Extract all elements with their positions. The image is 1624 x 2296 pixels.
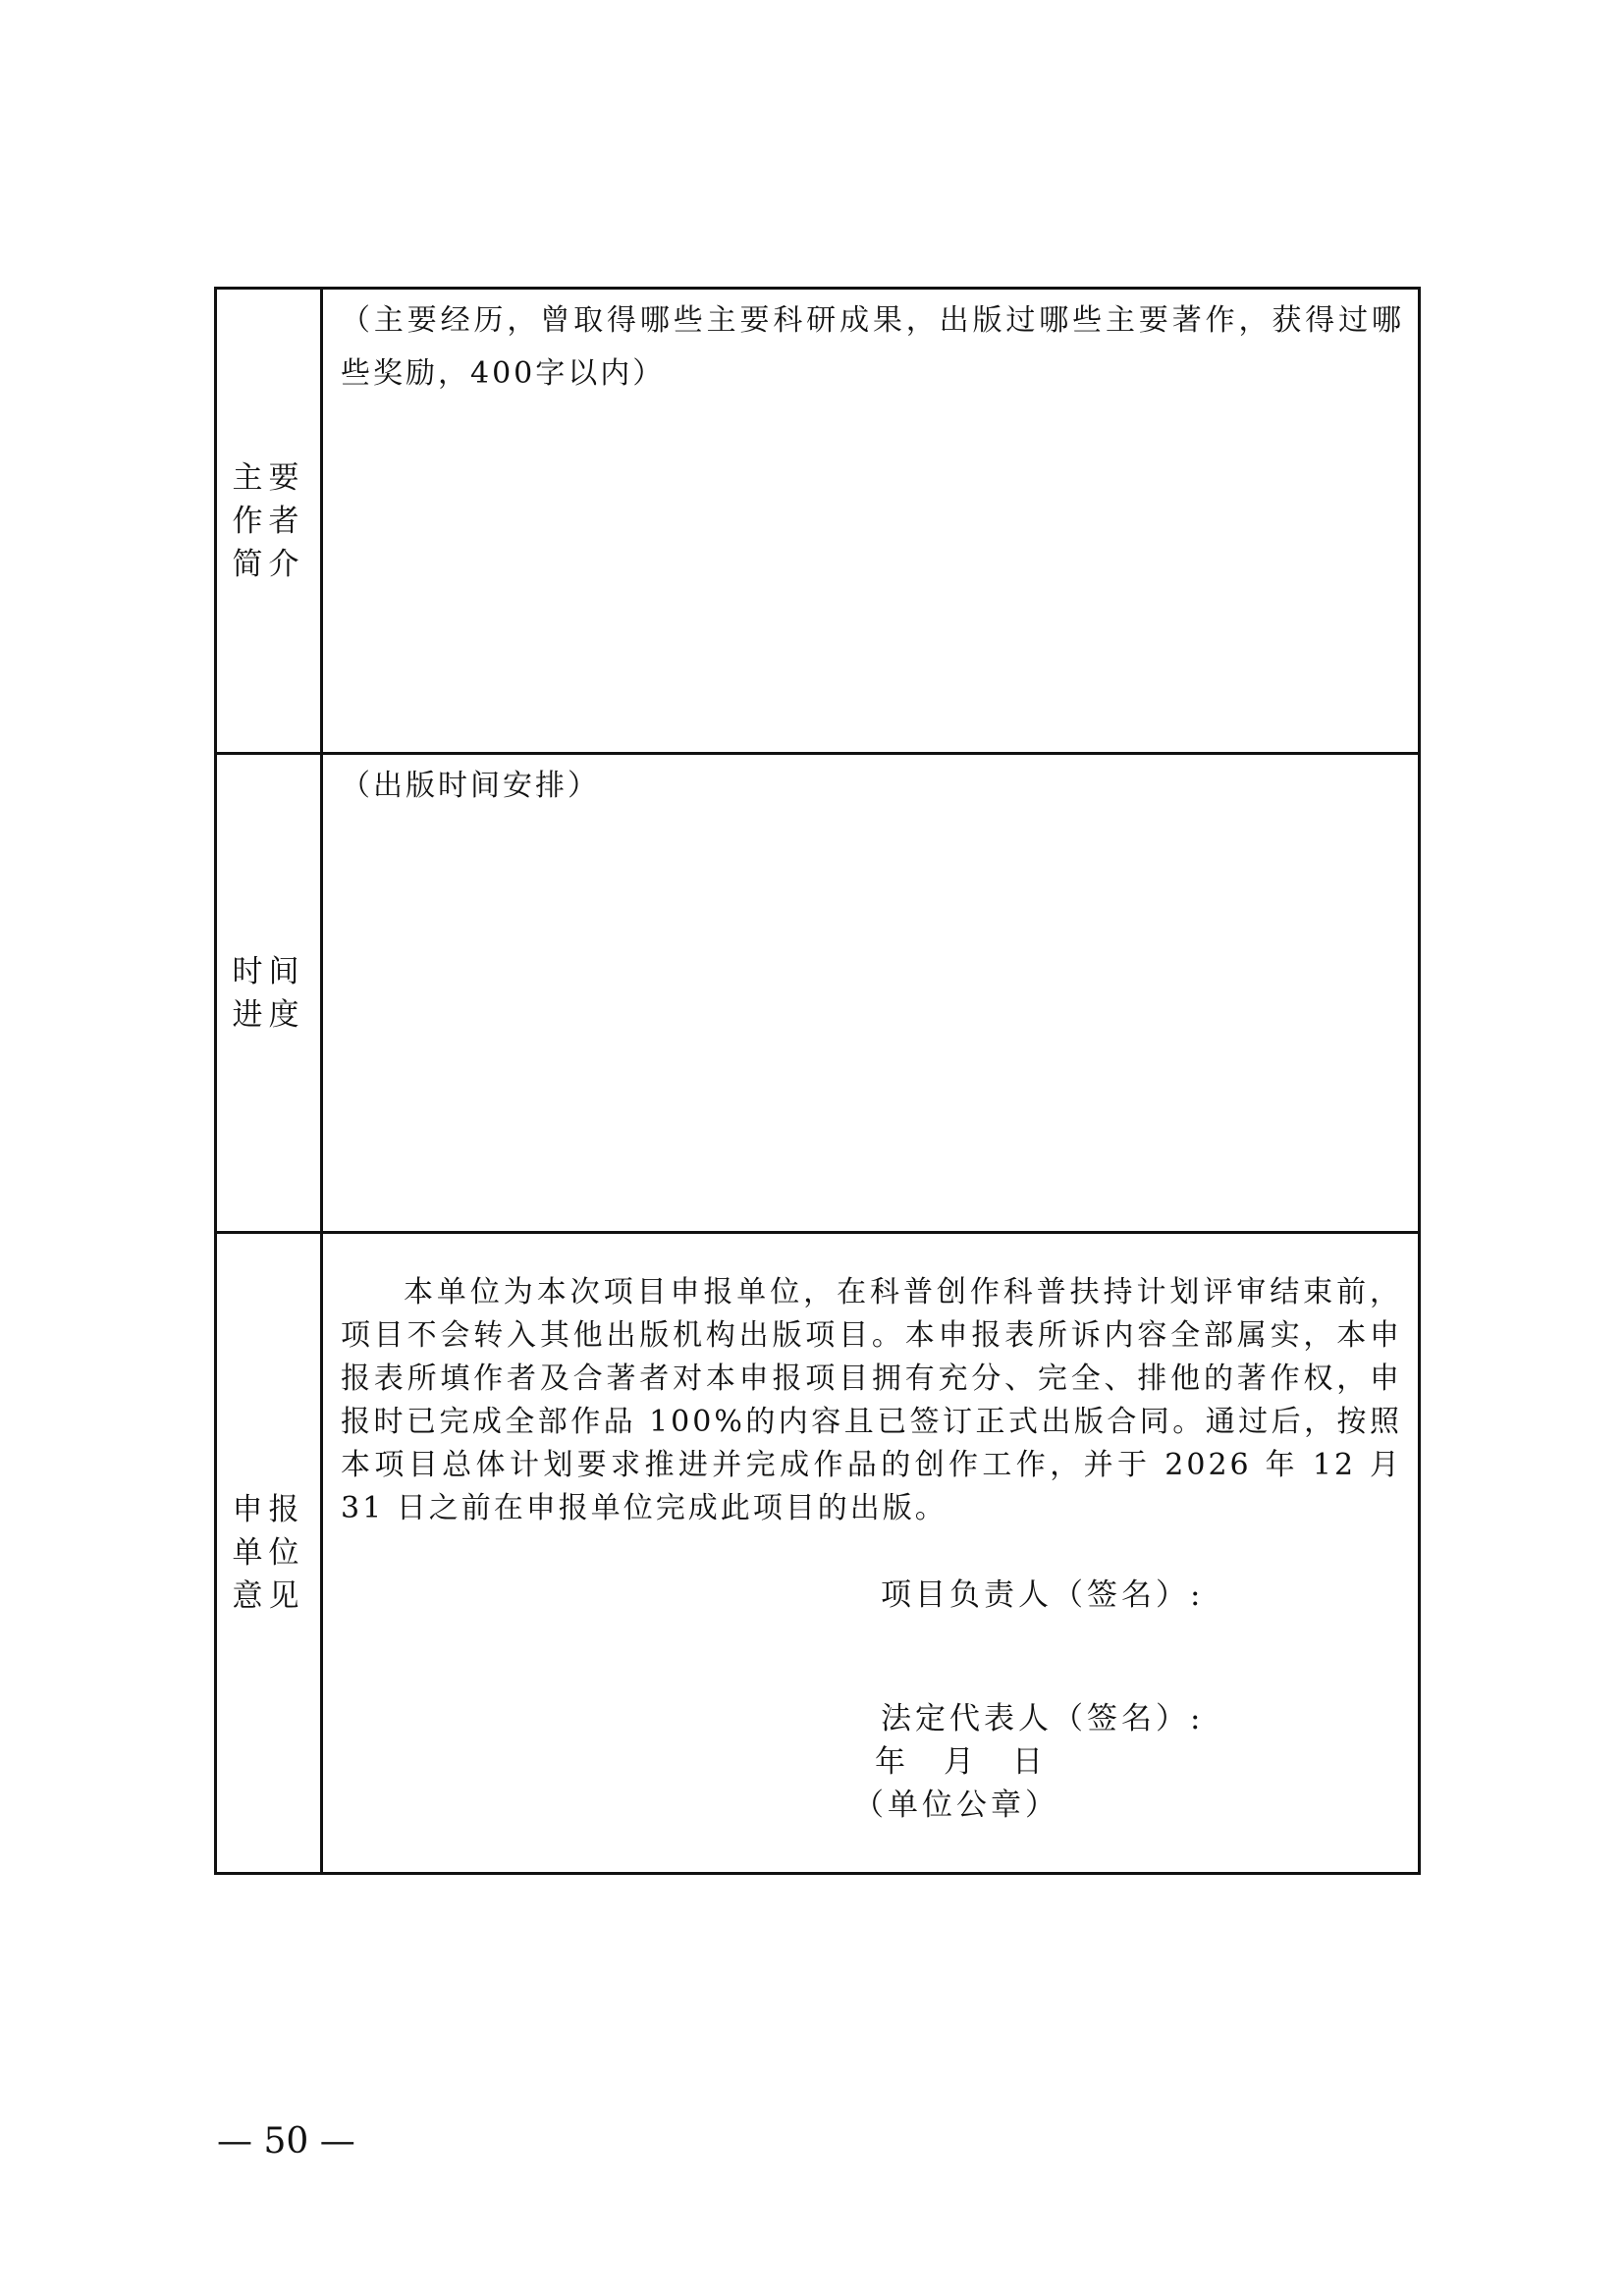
unit-seal-note: （单位公章） [853,1788,1059,1823]
page-number: — 50 — [217,2121,355,2162]
schedule-field[interactable] [322,754,1420,1233]
legal-representative-signature-line[interactable]: 法定代表人（签名）: [881,1701,1205,1736]
signature-block [323,1530,1418,1844]
author-intro-row [216,289,1420,754]
schedule-hint: （出版时间安排） [341,769,600,803]
schedule-row [216,754,1420,1233]
schedule-label: 时间 进度 [232,953,305,1033]
schedule-label-cell [216,754,322,1233]
unit-opinion-label-cell [216,1233,322,1874]
date-line: 年 月 日 [875,1744,1047,1780]
unit-opinion-label: 申报 单位 意见 [232,1492,305,1614]
unit-opinion-row [216,1233,1420,1874]
application-form-table [214,287,1421,1875]
project-leader-signature-line[interactable]: 项目负责人（签名）: [881,1577,1205,1613]
author-intro-label: 主要 作者 简介 [232,459,305,582]
author-intro-field[interactable] [322,289,1420,754]
author-intro-hint: （主要经历，曾取得哪些主要科研成果，出版过哪些主要著作，获得过哪些奖励，400字以内） [341,303,1404,391]
author-intro-label-cell [216,289,322,754]
unit-opinion-field[interactable] [322,1233,1420,1874]
unit-declaration-text: 本单位为本次项目申报单位，在科普创作科普扶持计划评审结束前，项目不会转入其他出版机构出版项目。本申报表所诉内容全部属实，本申报表所填作者及合著者对本申报项目拥有充分、完全、排他的著作权，申报时已完成全部作品 100%的内容且已签订正式出版合同。通过后，按照本项目总体计划要求推进并完成作品的创作工作，并于 2026 年 12 月 31 日之前在申报单位完成此项目的出版。 [341,1275,1402,1525]
